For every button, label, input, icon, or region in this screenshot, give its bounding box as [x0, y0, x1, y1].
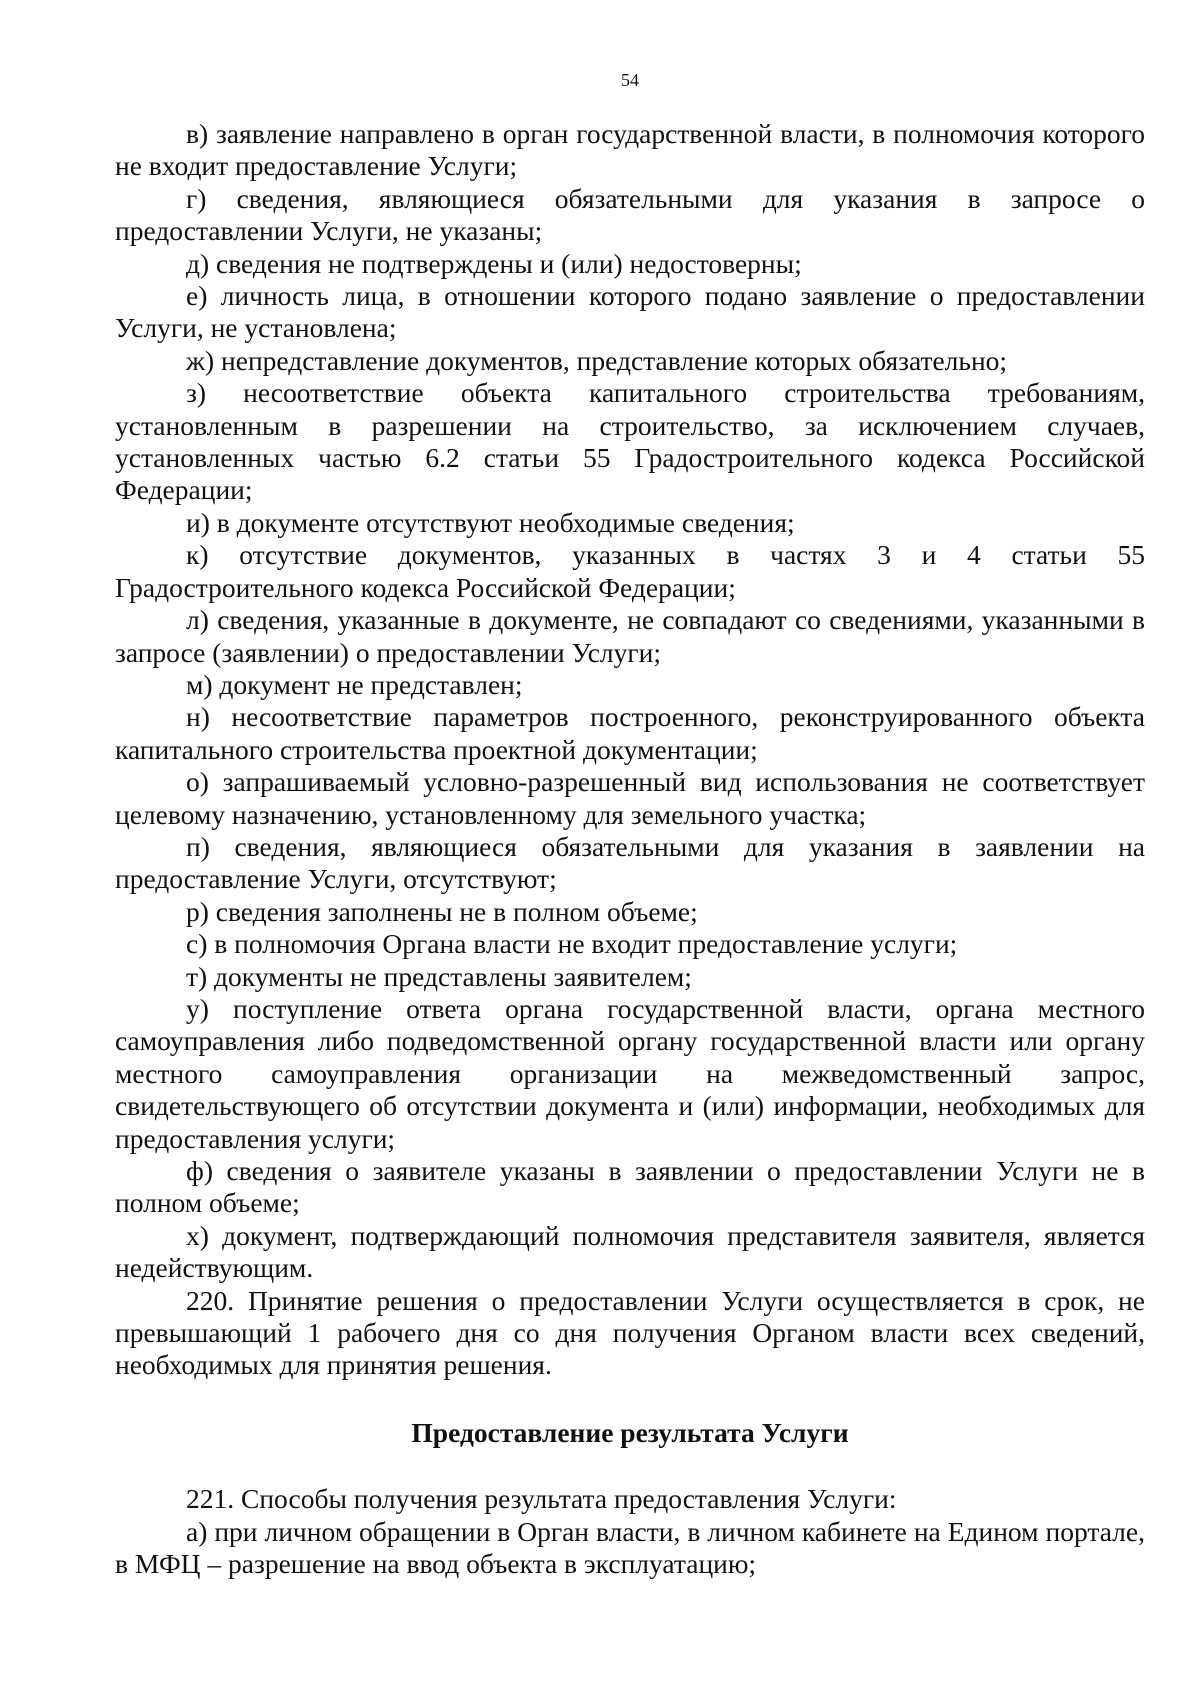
list-item-l: л) сведения, указанные в документе, не совпадают со сведениями, указанными в запросе (заявлении) о предоставлении Услуги; [115, 604, 1145, 668]
section-heading: Предоставление результата Услуги [411, 1416, 849, 1448]
list-item-z: з) несоответствие объекта капитального строительства требованиям, установленным в разрешении на строительство, за исключением случаев, установленных частью 6.2 статьи 55 Градостроительного кодекса Российской Федерации; [115, 377, 1145, 506]
list-item-o: о) запрашиваемый условно-разрешенный вид использования не соответствует целевому назначению, установленному для земельного участка; [115, 766, 1145, 830]
list-item-kh: х) документ, подтверждающий полномочия представителя заявителя, является недействующим. [115, 1219, 1145, 1284]
list-item-u: у) поступление ответа органа государственной власти, органа местного самоуправления либо подведомственной органу государственной власти или органу местного самоуправления организации на межведомственный запрос, свидетельствующего об отсутствии документа и (или) информации, необходимых для предоставления услуги; [115, 992, 1145, 1154]
list-item-zh: ж) непредставление документов, представление которых обязательно; [186, 344, 1008, 376]
document-body [115, 118, 1145, 1580]
list-item-e: е) личность лица, в отношении которого подано заявление о предоставлении Услуги, не установлена; [115, 280, 1145, 344]
list-item-d: д) сведения не подтверждены и (или) недостоверны; [186, 247, 802, 279]
clause-220: 220. Принятие решения о предоставлении Услуги осуществляется в срок, не превышающий 1 рабочего дня со дня получения Органом власти всех сведений, необходимых для принятия решения. [115, 1284, 1145, 1381]
list-item-v: в) заявление направлено в орган государственной власти, в полномочия которого не входит предоставление Услуги; [115, 118, 1145, 182]
list-item-a: а) при личном обращении в Орган власти, в личном кабинете на Едином портале, в МФЦ – разрешение на ввод объекта в эксплуатацию; [115, 1515, 1145, 1580]
list-item-m: м) документ не представлен; [186, 668, 523, 700]
list-item-s: с) в полномочия Органа власти не входит предоставление услуги; [186, 928, 958, 960]
list-item-t: т) документы не представлены заявителем; [186, 960, 692, 992]
list-item-f: ф) сведения о заявителе указаны в заявлении о предоставлении Услуги не в полном объеме; [115, 1155, 1145, 1219]
list-item-g: г) сведения, являющиеся обязательными для указания в запросе о предоставлении Услуги, не указаны; [115, 182, 1145, 247]
list-item-p: п) сведения, являющиеся обязательными для указания в заявлении на предоставление Услуги, отсутствуют; [115, 830, 1145, 895]
list-item-i: и) в документе отсутствуют необходимые сведения; [186, 506, 795, 538]
list-item-n: н) несоответствие параметров построенного, реконструированного объекта капитального строительства проектной документации; [115, 701, 1145, 765]
list-item-r: р) сведения заполнены не в полном объеме; [186, 895, 698, 927]
list-item-k: к) отсутствие документов, указанных в частях 3 и 4 статьи 55 Градостроительного кодекса Российской Федерации; [115, 539, 1145, 603]
clause-221: 221. Способы получения результата предоставления Услуги: [186, 1483, 897, 1515]
page-number: 54 [621, 70, 639, 90]
